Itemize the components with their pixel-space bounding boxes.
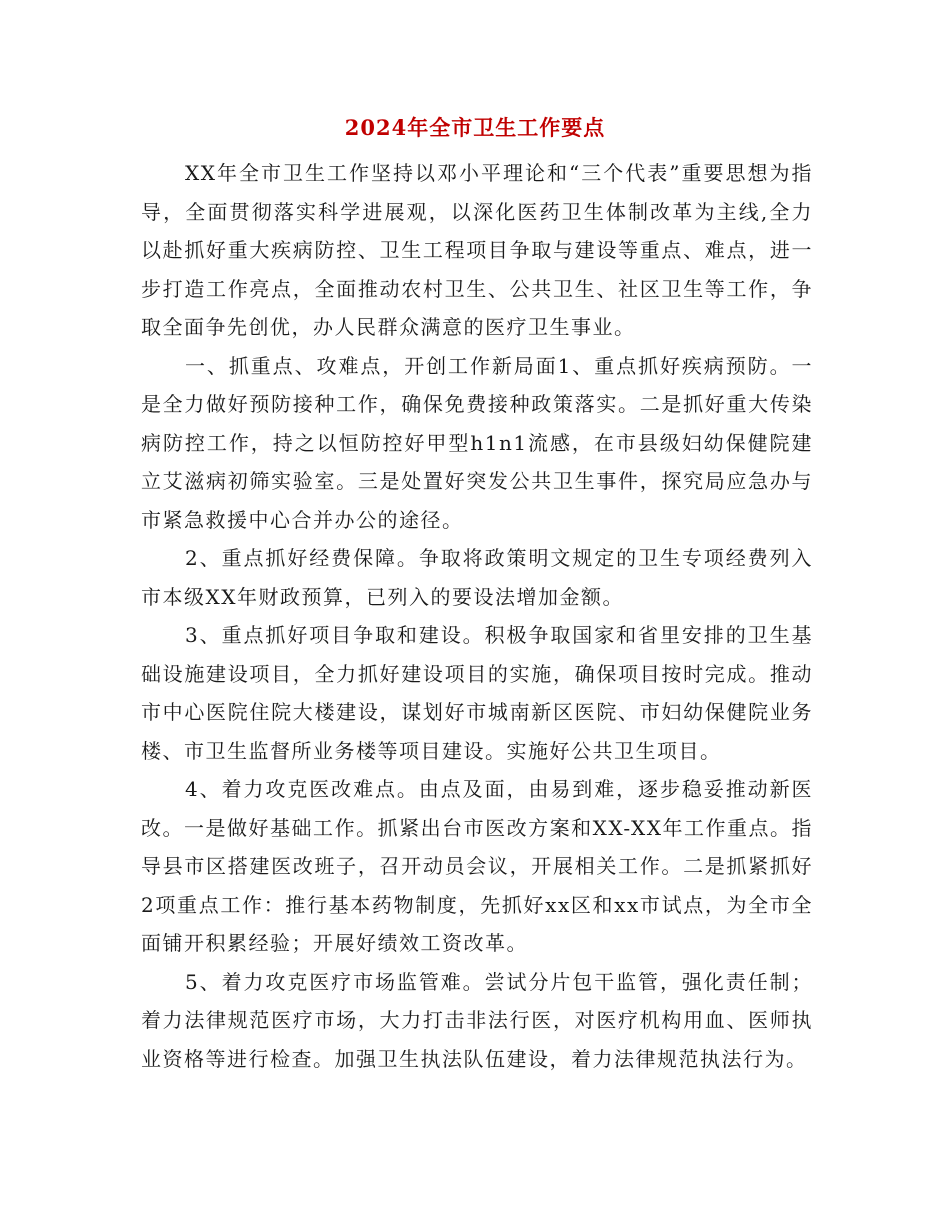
document-title: 2024年全市卫生工作要点 bbox=[344, 115, 606, 140]
paragraph-item-3: 3、重点抓好项目争取和建设。积极争取国家和省里安排的卫生基础设施建设项目，全力抓好建设项目的实施，确保项目按时完成。推动市中心医院住院大楼建设，谋划好市城南新区医院、市妇幼保健院业务楼、市卫生监督所业务楼等项目建设。实施好公共卫生项目。 bbox=[141, 623, 813, 763]
paragraph-item-2: 2、重点抓好经费保障。争取将政策明文规定的卫生专项经费列入市本级XX年财政预算，已列入的要设法增加金额。 bbox=[141, 546, 813, 609]
paragraph-section-1: 一、抓重点、攻难点，开创工作新局面1、重点抓好疾病预防。一是全力做好预防接种工作，确保免费接种政策落实。二是抓好重大传染病防控工作，持之以恒防控好甲型h1n1流感，在市县级妇幼保健院建立艾滋病初筛实验室。三是处置好突发公共卫生事件，探究局应急办与市紧急救援中心合并办公的途径。 bbox=[141, 353, 813, 532]
paragraph-item-4: 4、着力攻克医改难点。由点及面，由易到难，逐步稳妥推动新医改。一是做好基础工作。抓紧出台市医改方案和XX-XX年工作重点。指导县市区搭建医改班子，召开动员会议，开展相关工作。二是抓紧抓好2项重点工作：推行基本药物制度，先抓好xx区和xx市试点，为全市全面铺开积累经验；开展好绩效工资改革。 bbox=[141, 777, 813, 955]
document-body bbox=[141, 154, 813, 1078]
paragraph-intro: XX年全市卫生工作坚持以邓小平理论和“三个代表”重要思想为指导，全面贯彻落实科学进展观，以深化医药卫生体制改革为主线,全力以赴抓好重大疾病防控、卫生工程项目争取与建设等重点、难点，进一步打造工作亮点，全面推动农村卫生、公共卫生、社区卫生等工作，争取全面争先创优，办人民群众满意的医疗卫生事业。 bbox=[141, 161, 813, 339]
paragraph-item-5: 5、着力攻克医疗市场监管难。尝试分片包干监管，强化责任制；着力法律规范医疗市场，大力打击非法行医，对医疗机构用血、医师执业资格等进行检查。加强卫生执法队伍建设，着力法律规范执法行为。 bbox=[141, 969, 813, 1071]
